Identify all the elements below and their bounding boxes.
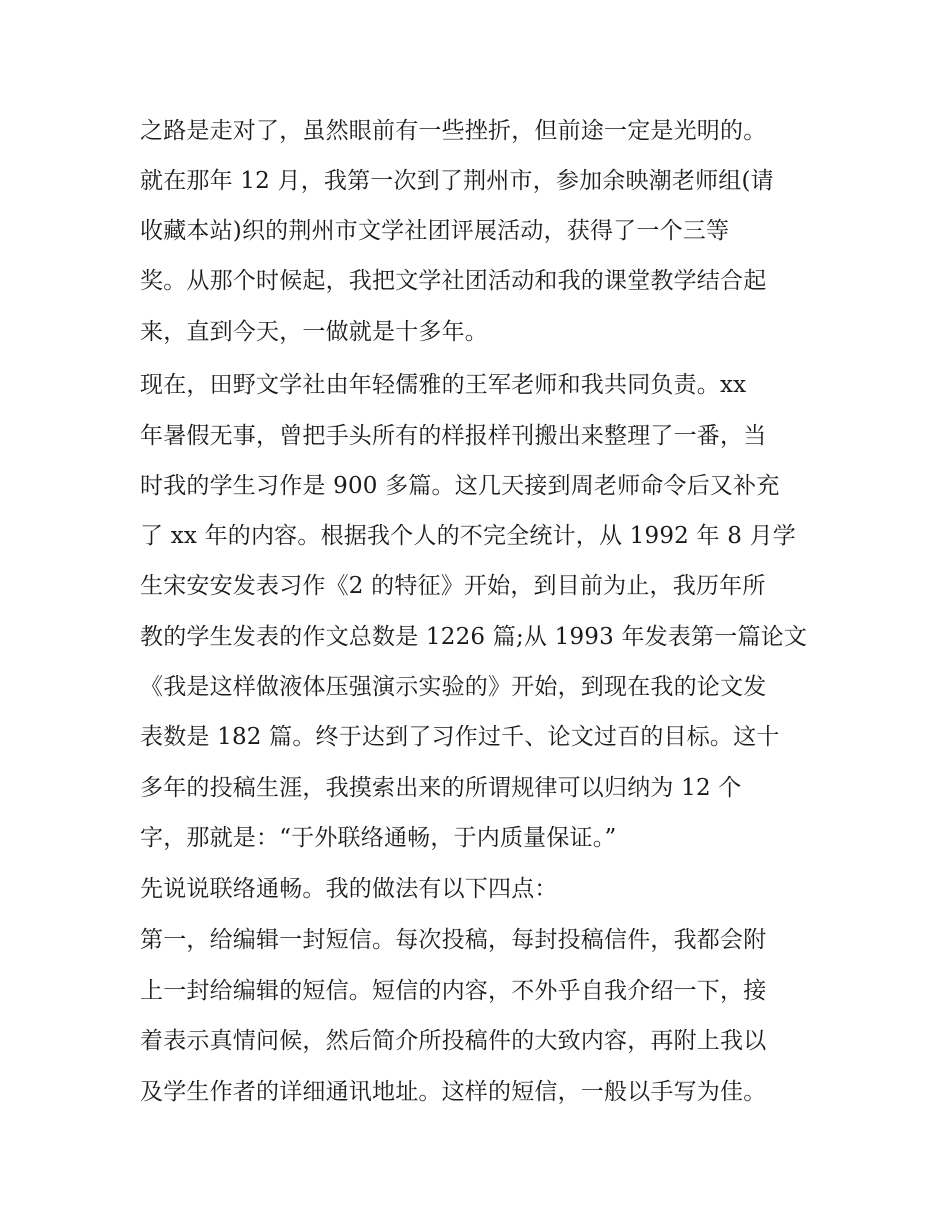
text-line-12: 《我是这样做液体压强演示实验的》开始，到现在我的论文发 [140,674,767,700]
text-line-9: 了 xx 年的内容。根据我个人的不完全统计，从 1992 年 8 月学 [140,523,796,549]
text-line-3: 收藏本站)织的荆州市文学社团评展活动，获得了一个三等 [140,218,730,244]
text-line-16: 先说说联络通畅。我的做法有以下四点： [140,876,558,902]
text-line-18: 上一封给编辑的短信。短信的内容，不外乎自我介绍一下，接 [140,978,767,1004]
text-line-8: 时我的学生习作是 900 多篇。这几天接到周老师命令后又补充 [140,473,780,499]
text-line-13: 表数是 182 篇。终于达到了习作过千、论文过百的目标。这十 [140,724,780,750]
text-line-6: 现在，田野文学社由年轻儒雅的王军老师和我共同负责。xx [140,372,747,398]
text-line-1: 之路是走对了，虽然眼前有一些挫折，但前途一定是光明的。 [140,118,767,144]
text-line-2: 就在那年 12 月，我第一次到了荆州市，参加余映潮老师组(请 [140,168,774,194]
text-line-20: 及学生作者的详细通讯地址。这样的短信，一般以手写为佳。 [140,1079,767,1105]
text-line-10: 生宋安安发表习作《2 的特征》开始，到目前为止，我历年所 [140,573,766,599]
text-line-14: 多年的投稿生涯，我摸索出来的所谓规律可以归纳为 12 个 [140,775,742,801]
text-line-17: 第一，给编辑一封短信。每次投稿，每封投稿信件，我都会附 [140,927,767,953]
text-line-5: 来，直到今天，一做就是十多年。 [140,319,488,345]
text-line-19: 着表示真情问候，然后简介所投稿件的大致内容，再附上我以 [140,1028,767,1054]
text-line-11: 教的学生发表的作文总数是 1226 篇;从 1993 年发表第一篇论文 [140,624,808,650]
text-line-15: 字，那就是：“于外联络通畅，于内质量保证。” [140,825,617,851]
text-line-4: 奖。从那个时候起，我把文学社团活动和我的课堂教学结合起 [140,268,767,294]
text-line-7: 年暑假无事，曾把手头所有的样报样刊搬出来整理了一番，当 [140,423,767,449]
